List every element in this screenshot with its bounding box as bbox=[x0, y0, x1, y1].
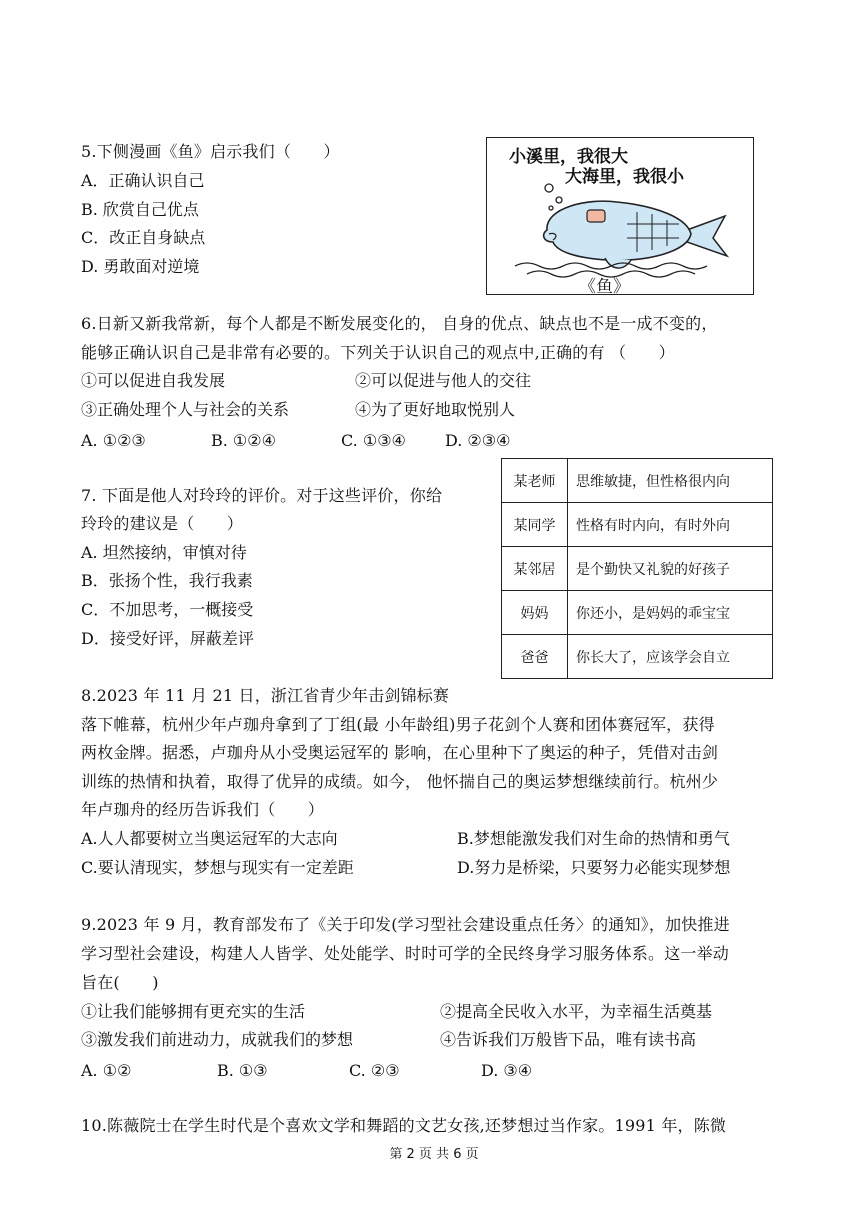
q6-option-a: A. ①②③ bbox=[81, 431, 146, 450]
table-row bbox=[502, 547, 773, 591]
q7-option-d: D．接受好评，屏蔽差评 bbox=[81, 629, 254, 648]
q8-line-1: 8.2023 年 11 月 21 日，浙江省青少年击剑锦标赛 bbox=[81, 686, 450, 705]
q8-line-2: 落下帷幕，杭州少年卢珈舟拿到了丁组(最 小年龄组)男子花剑个人赛和团体赛冠军，获得 bbox=[81, 715, 715, 734]
q6-option-b: B. ①②④ bbox=[211, 431, 276, 450]
q9-item-4: ④告诉我们万般皆下品，唯有读书高 bbox=[440, 1030, 697, 1049]
evaluation-table bbox=[501, 458, 773, 679]
q9-item-2: ②提高全民收入水平，为幸福生活奠基 bbox=[440, 1002, 713, 1021]
q6-item-1: ①可以促进自我发展 bbox=[81, 371, 226, 390]
comic-text-line2: 大海里，我很小 bbox=[565, 167, 684, 187]
q8-line-4: 训练的热情和执着，取得了优异的成绩。如今， 他怀揣自己的奥运梦想继续前行。杭州少 bbox=[81, 772, 719, 791]
q9-line-3: 旨在( ) bbox=[81, 973, 159, 992]
evaluation-cell: 是个勤快又礼貌的好孩子 bbox=[568, 547, 773, 591]
q8-option-d: D.努力是桥梁，只要努力必能实现梦想 bbox=[457, 858, 731, 877]
table-row bbox=[502, 503, 773, 547]
q5-stem: 5.下侧漫画《鱼》启示我们（ ） bbox=[81, 142, 340, 161]
q6-option-c: C. ①③④ bbox=[341, 431, 406, 450]
page-footer: 第 2 页 共 6 页 bbox=[389, 1147, 479, 1162]
q6-item-4: ④为了更好地取悦别人 bbox=[355, 400, 516, 419]
q8-line-3: 两枚金牌。据悉，卢珈舟从小受奥运冠军的 影响，在心里种下了奥运的种子，凭借对击剑 bbox=[81, 743, 719, 762]
fish-comic bbox=[486, 137, 754, 295]
q5-option-d: D. 勇敢面对逆境 bbox=[81, 257, 200, 276]
evaluator-cell: 爸爸 bbox=[502, 635, 568, 679]
q8-line-5: 年卢珈舟的经历告诉我们（ ） bbox=[81, 800, 325, 819]
evaluator-cell: 妈妈 bbox=[502, 591, 568, 635]
table-row bbox=[502, 459, 773, 503]
comic-text-line1: 小溪里，我很大 bbox=[509, 147, 628, 167]
q5-option-c: C．改正自身缺点 bbox=[81, 228, 206, 247]
q9-option-d: D. ③④ bbox=[481, 1061, 533, 1080]
q8-option-b: B.梦想能激发我们对生命的热情和勇气 bbox=[457, 829, 730, 848]
q6-item-3: ③正确处理个人与社会的关系 bbox=[81, 400, 290, 419]
q9-option-b: B. ①③ bbox=[217, 1061, 268, 1080]
table-row bbox=[502, 591, 773, 635]
evaluator-cell: 某老师 bbox=[502, 459, 568, 503]
evaluation-cell: 性格有时内向，有时外向 bbox=[568, 503, 773, 547]
q8-option-a: A.人人都要树立当奥运冠军的大志向 bbox=[81, 829, 338, 848]
q7-stem-line1: 7. 下面是他人对玲玲的评价。对于这些评价，你给 bbox=[81, 486, 443, 505]
table-row bbox=[502, 635, 773, 679]
q6-stem-line1: 6.日新又新我常新，每个人都是不断发展变化的， 自身的优点、缺点也不是一成不变的， bbox=[81, 314, 718, 333]
q7-option-a: A. 坦然接纳，审慎对待 bbox=[81, 543, 247, 562]
evaluator-cell: 某同学 bbox=[502, 503, 568, 547]
q6-option-d: D. ②③④ bbox=[445, 431, 511, 450]
evaluation-cell: 你长大了，应该学会自立 bbox=[568, 635, 773, 679]
q6-item-2: ②可以促进与他人的交往 bbox=[355, 371, 532, 390]
q5-option-b: B. 欣赏自己优点 bbox=[81, 200, 199, 219]
evaluator-cell: 某邻居 bbox=[502, 547, 568, 591]
q10-line-1: 10.陈薇院士在学生时代是个喜欢文学和舞蹈的文艺女孩,还梦想过当作家。1991 年，陈微 bbox=[81, 1116, 727, 1135]
q9-line-2: 学习型社会建设，构建人人皆学、处处能学、时时可学的全民终身学习服务体系。这一举动 bbox=[81, 944, 730, 963]
q8-option-c: C.要认清现实，梦想与现实有一定差距 bbox=[81, 858, 354, 877]
q9-option-a: A. ①② bbox=[81, 1061, 132, 1080]
q7-option-c: C．不加思考，一概接受 bbox=[81, 600, 254, 619]
q9-item-1: ①让我们能够拥有更充实的生活 bbox=[81, 1002, 306, 1021]
evaluation-cell: 思维敏捷，但性格很内向 bbox=[568, 459, 773, 503]
q9-line-1: 9.2023 年 9 月，教育部发布了《关于印发(学习型社会建设重点任务〉的通知》，加快推进 bbox=[81, 915, 730, 934]
q9-option-c: C. ②③ bbox=[349, 1061, 400, 1080]
evaluation-cell: 你还小，是妈妈的乖宝宝 bbox=[568, 591, 773, 635]
q5-option-a: A．正确认识自己 bbox=[81, 171, 205, 190]
q9-item-3: ③激发我们前进动力，成就我们的梦想 bbox=[81, 1030, 354, 1049]
q7-option-b: B．张扬个性，我行我素 bbox=[81, 571, 253, 590]
q7-stem-line2: 玲玲的建议是（ ） bbox=[81, 514, 244, 533]
q6-stem-line2: 能够正确认识自己是非常有必要的。下列关于认识自己的观点中,正确的有 （ ） bbox=[81, 343, 675, 362]
comic-caption: 《鱼》 bbox=[579, 277, 630, 297]
